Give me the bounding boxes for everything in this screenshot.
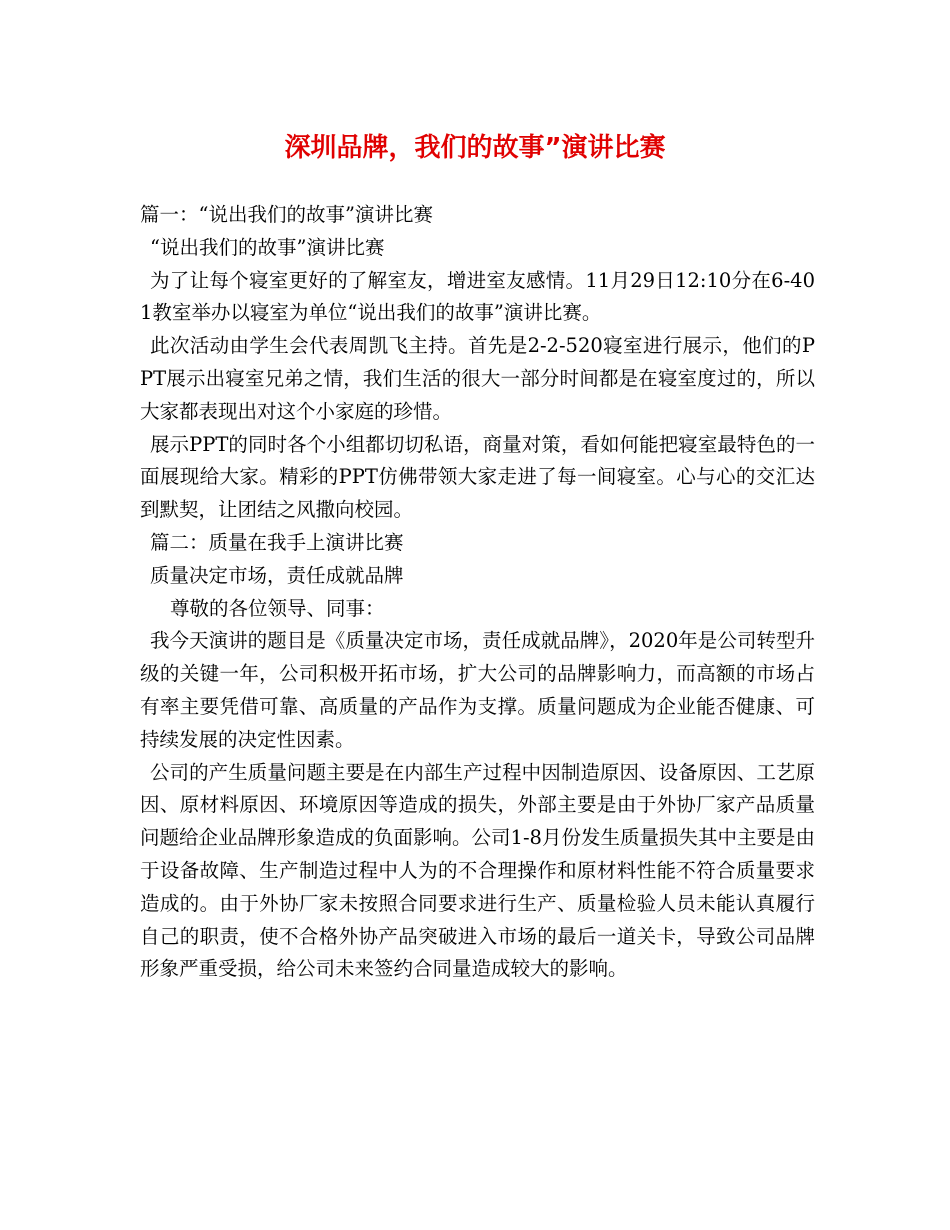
body-paragraph: 为了让每个寝室更好的了解室友，增进室友感情。11月29日12:10分在6-401教室举办以寝室为单位“说出我们的故事”演讲比赛。: [140, 268, 815, 325]
document-body: [140, 199, 815, 986]
body-paragraph: 公司的产生质量问题主要是在内部生产过程中因制造原因、设备原因、工艺原因、原材料原因、环境原因等造成的损失，外部主要是由于外协厂家产品质量问题给企业品牌形象造成的负面影响。公司1-8月份发生质量损失其中主要是由于设备故障、生产制造过程中人为的不合理操作和原材料性能不符合质量要求造成的。由于外协厂家未按照合同要求进行生产、质量检验人员未能认真履行自己的职责，使不合格外协产品突破进入市场的最后一道关卡，导致公司品牌形象严重受损，给公司未来签约合同量造成较大的影响。: [140, 760, 815, 981]
salutation: 尊敬的各位领导、同事：: [170, 596, 385, 620]
section-heading-1: 篇一：“说出我们的故事”演讲比赛: [140, 203, 433, 226]
section-subtitle-1: “说出我们的故事”演讲比赛: [150, 235, 385, 259]
section-subtitle-2: 质量决定市场，责任成就品牌: [150, 563, 404, 587]
body-paragraph: 此次活动由学生会代表周凯飞主持。首先是2-2-520寝室进行展示，他们的PPT展示出寝室兄弟之情，我们生活的很大一部分时间都是在寝室度过的，所以大家都表现出对这个小家庭的珍惜。: [140, 334, 815, 423]
body-paragraph: 我今天演讲的题目是《质量决定市场，责任成就品牌》，2020年是公司转型升级的关键一年，公司积极开拓市场，扩大公司的品牌影响力，而高额的市场占有率主要凭借可靠、高质量的产品作为支撑。质量问题成为企业能否健康、可持续发展的决定性因素。: [140, 629, 815, 751]
section-heading-2: 篇二：质量在我手上演讲比赛: [150, 530, 404, 554]
document-title: 深圳品牌，我们的故事”演讲比赛: [284, 133, 666, 163]
body-paragraph: 展示PPT的同时各个小组都切切私语，商量对策，看如何能把寝室最特色的一面展现给大家。精彩的PPT仿佛带领大家走进了每一间寝室。心与心的交汇达到默契，让团结之风撒向校园。: [140, 432, 815, 522]
